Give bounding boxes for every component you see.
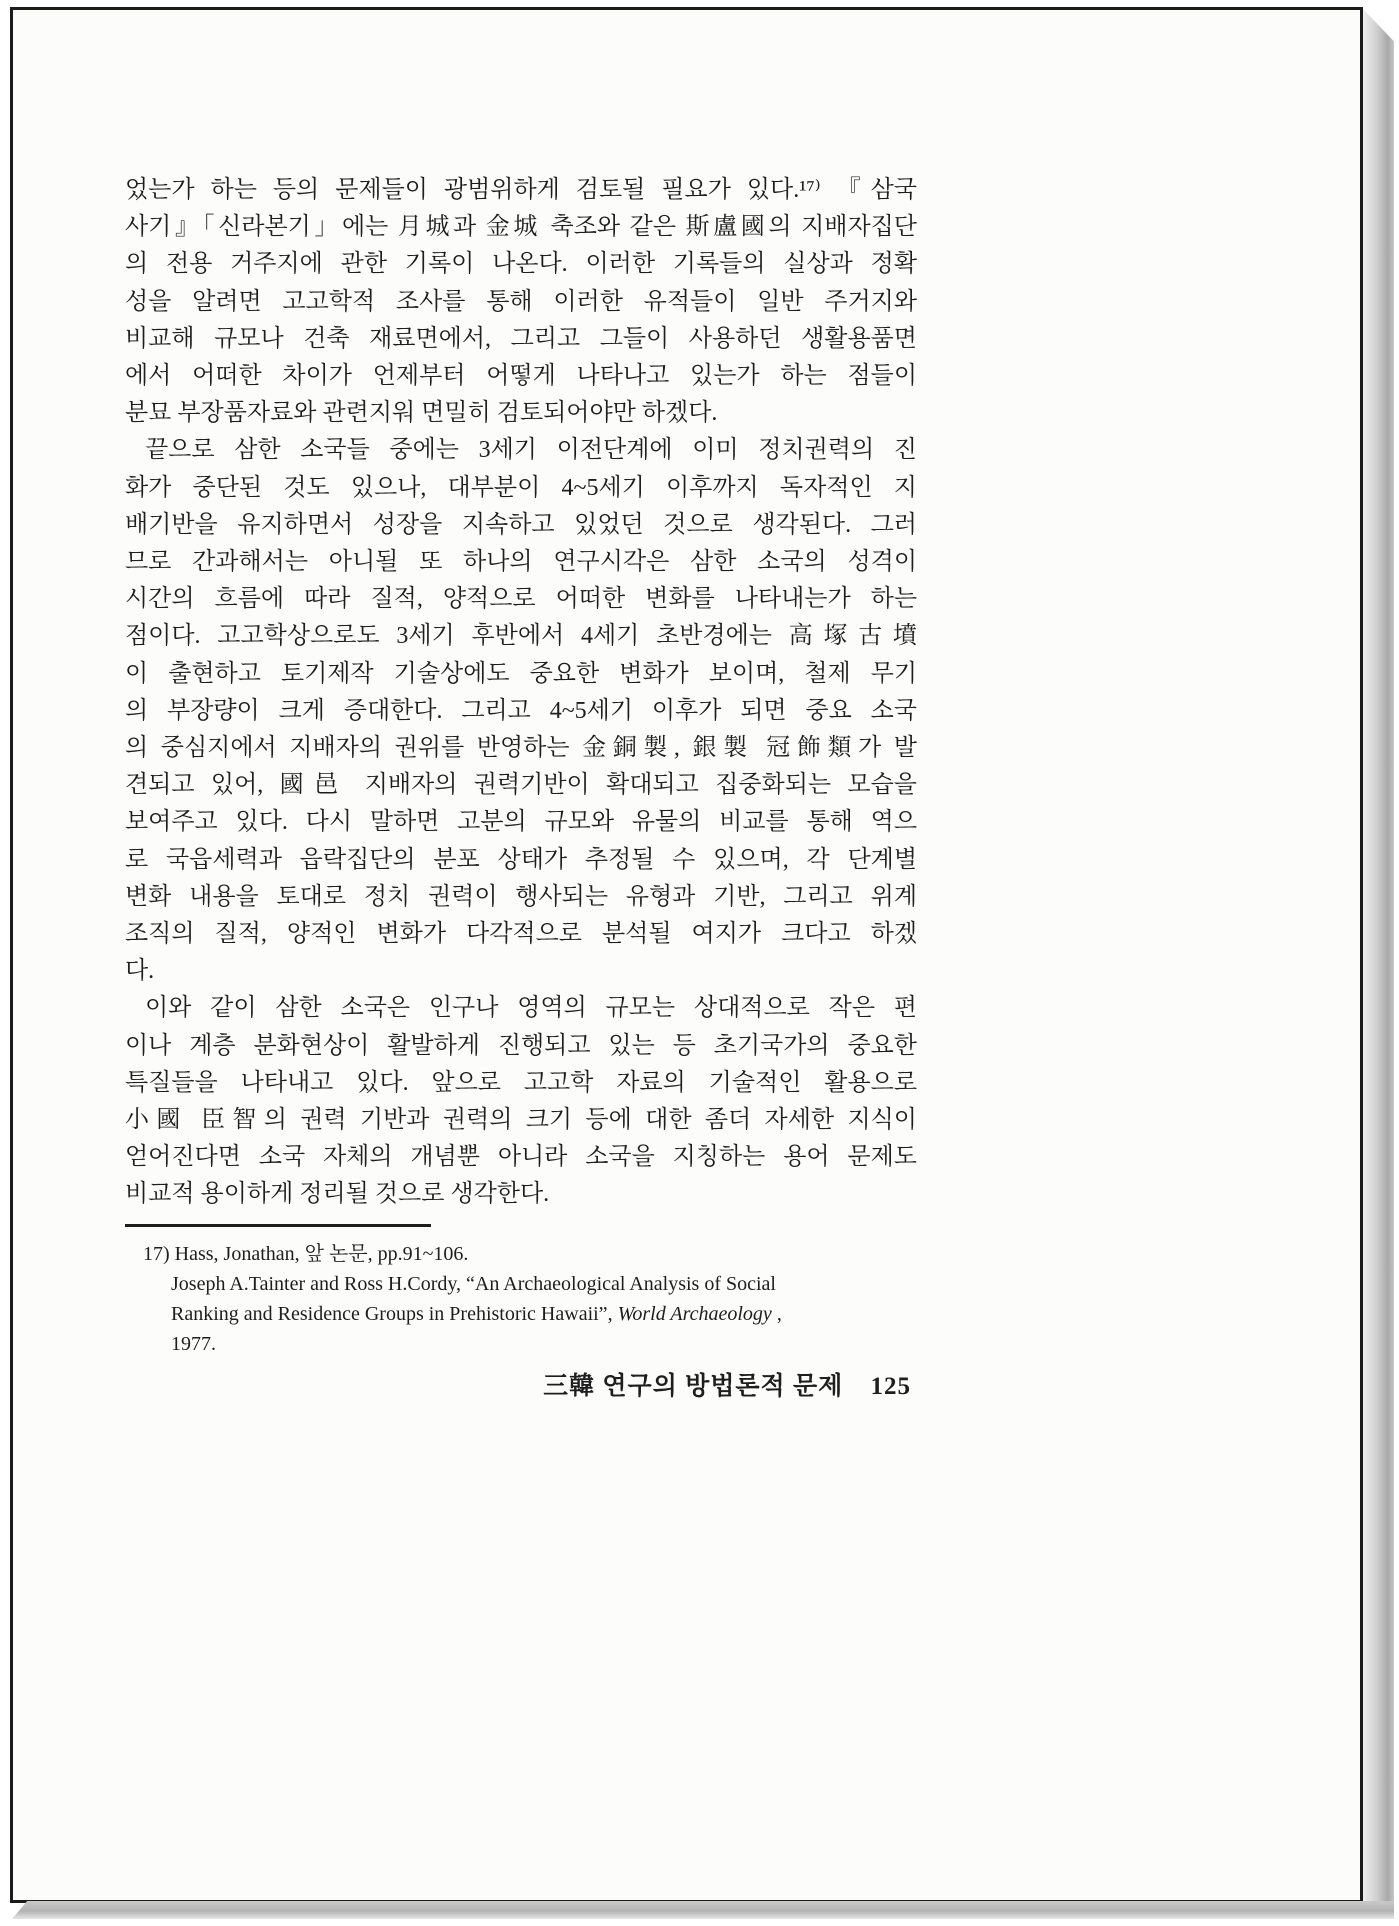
body-text <box>125 172 917 1214</box>
body-line: 시간의 흐름에 따라 질적, 양적으로 어떠한 변화를 나타내는가 하는 <box>125 586 917 613</box>
body-line: 비교적 용이하게 정리될 것으로 생각한다. <box>125 1181 550 1208</box>
book-page-edge-right <box>1363 9 1394 1910</box>
body-line: 화가 중단된 것도 있으나, 대부분이 4~5세기 이후까지 독자적인 지 <box>125 474 917 501</box>
body-line: 성을 알려면 고고학적 조사를 통해 이러한 유적들이 일반 주거지와 <box>125 288 917 315</box>
body-line: 보여주고 있다. 다시 말하면 고분의 규모와 유물의 비교를 통해 역으 <box>125 809 917 836</box>
footnote-line: 1977. <box>171 1333 216 1355</box>
body-line: 로 국읍세력과 읍락집단의 분포 상태가 추정될 수 있으며, 각 단계별 <box>125 846 917 873</box>
scanned-page <box>10 7 1363 1903</box>
body-line: 었는가 하는 등의 문제들이 광범위하게 검토될 필요가 있다.¹⁷⁾ 『삼국 <box>125 177 917 203</box>
body-line: 점이다. 고고학상으로도 3세기 후반에서 4세기 초반경에는 高塚古墳 <box>125 623 917 650</box>
body-line: 견되고 있어, 國邑 지배자의 권력기반이 확대되고 집중화되는 모습을 <box>125 772 917 799</box>
body-line: 얻어진다면 소국 자체의 개념뿐 아니라 소국을 지칭하는 용어 문제도 <box>125 1144 917 1171</box>
footnote-text: , <box>771 1303 782 1325</box>
footnote-separator-rule <box>125 1224 431 1227</box>
body-line: 이나 계층 분화현상이 활발하게 진행되고 있는 등 초기국가의 중요한 <box>125 1032 917 1059</box>
body-line: 사기』「신라본기」에는 月城과 金城 축조와 같은 斯盧國의 지배자집단 <box>125 214 917 241</box>
body-line: 배기반을 유지하면서 성장을 지속하고 있었던 것으로 생각된다. 그러 <box>125 511 917 538</box>
footnote-line: Joseph A.Tainter and Ross H.Cordy, “An Archaeological Analysis of Social <box>171 1273 776 1295</box>
footnote-line <box>125 1299 925 1329</box>
footnote-text: Ranking and Residence Groups in Prehistoric Hawaii”, <box>171 1303 618 1325</box>
body-line: 비교해 규모나 건축 재료면에서, 그리고 그들이 사용하던 생활용품면 <box>125 325 917 352</box>
body-line: 변화 내용을 토대로 정치 권력이 행사되는 유형과 기반, 그리고 위계 <box>125 883 917 910</box>
body-line: 다. <box>125 958 155 985</box>
page-footer <box>125 1366 911 1402</box>
body-line: 특질들을 나타내고 있다. 앞으로 고고학 자료의 기술적인 활용으로 <box>125 1069 917 1096</box>
body-line: 이 출현하고 토기제작 기술상에도 중요한 변화가 보이며, 철제 무기 <box>125 660 917 687</box>
body-line: 에서 어떠한 차이가 언제부터 어떻게 나타나고 있는가 하는 점들이 <box>125 363 917 390</box>
body-line: 小國 臣智의 권력 기반과 권력의 크기 등에 대한 좀더 자세한 지식이 <box>125 1107 917 1134</box>
body-line: 조직의 질적, 양적인 변화가 다각적으로 분석될 여지가 크다고 하겠 <box>125 921 917 948</box>
book-page-edge-bottom <box>12 1901 1394 1919</box>
running-title: 三韓 연구의 방법론적 문제 <box>543 1373 844 1400</box>
body-line: 이와 같이 삼한 소국은 인구나 영역의 규모는 상대적으로 작은 편 <box>145 995 917 1022</box>
body-line: 끝으로 삼한 소국들 중에는 3세기 이전단계에 이미 정치권력의 진 <box>145 437 917 464</box>
footnote-journal-title: World Archaeology <box>617 1303 772 1325</box>
body-line: 므로 간과해서는 아니될 또 하나의 연구시각은 삼한 소국의 성격이 <box>125 549 917 576</box>
footnote-line: 17) Hass, Jonathan, 앞 논문, pp.91~106. <box>143 1243 469 1265</box>
page-number: 125 <box>870 1373 911 1400</box>
body-line: 분묘 부장품자료와 관련지워 면밀히 검토되어야만 하겠다. <box>125 400 718 427</box>
body-line: 의 부장량이 크게 증대한다. 그리고 4~5세기 이후가 되면 중요 소국 <box>125 697 917 724</box>
body-line: 의 중심지에서 지배자의 권위를 반영하는 金銅製, 銀製 冠飾類가 발 <box>125 735 917 762</box>
footnote-section <box>125 1224 925 1359</box>
body-line: 의 전용 거주지에 관한 기록이 나온다. 이러한 기록들의 실상과 정확 <box>125 251 917 278</box>
